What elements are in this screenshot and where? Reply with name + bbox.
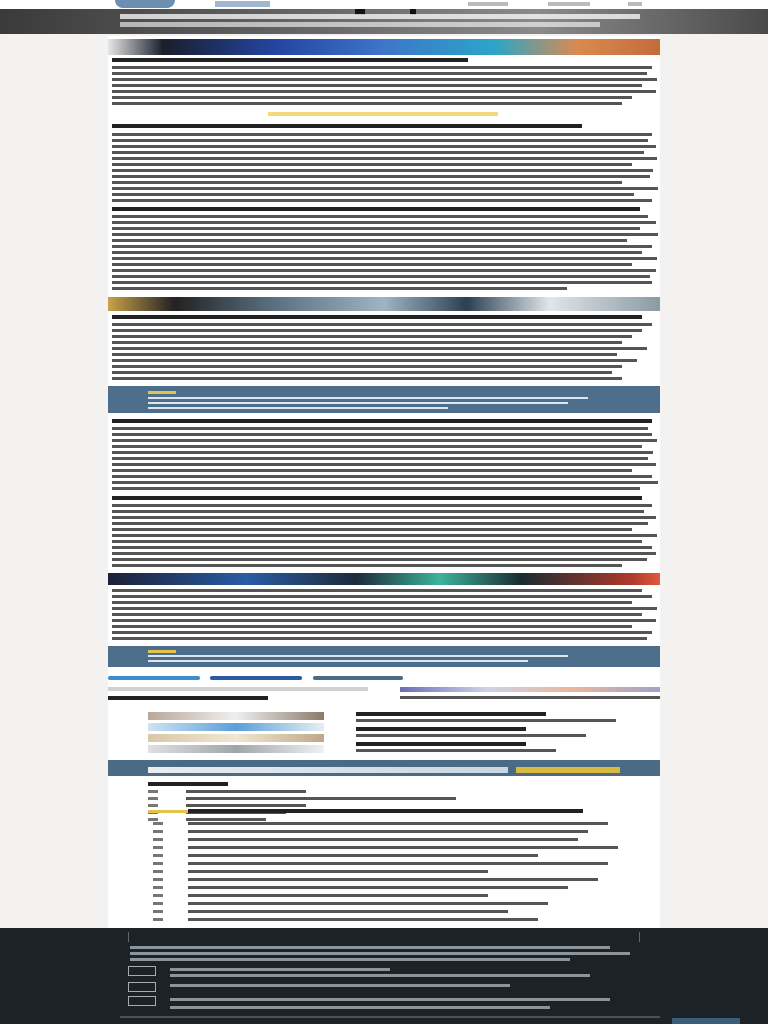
- paragraph-line: [112, 163, 632, 166]
- footer-frame: [128, 932, 640, 942]
- site-footer: [0, 928, 768, 1024]
- list-number: [153, 854, 163, 857]
- paragraph-line: [112, 227, 640, 230]
- section-3-heading: [112, 315, 642, 319]
- list-title: [188, 809, 583, 813]
- paragraph-line: [112, 193, 634, 196]
- footer-icon[interactable]: [128, 966, 156, 976]
- list-number: [153, 886, 163, 889]
- paragraph-line: [112, 102, 622, 105]
- list-bullet-icon: [148, 804, 158, 807]
- footer-divider: [120, 1016, 660, 1018]
- comment-line: [188, 838, 578, 841]
- subheading: [112, 207, 640, 211]
- paragraph-line: [112, 377, 622, 380]
- paragraph-line: [112, 445, 642, 448]
- paragraph-line: [112, 589, 642, 592]
- list-number: [153, 910, 163, 913]
- top-navigation: [0, 0, 768, 9]
- paragraph-line: [112, 151, 644, 154]
- list-number: [153, 822, 163, 825]
- comment-line: [188, 870, 488, 873]
- pull-quote-text: [148, 655, 568, 657]
- paragraph-line: [112, 257, 657, 260]
- section-3-paragraph: [112, 323, 652, 326]
- footer-line: [170, 974, 590, 977]
- paragraph-line: [112, 187, 658, 190]
- related-thumbnail-4[interactable]: [148, 745, 324, 753]
- share-button-1[interactable]: [108, 676, 200, 680]
- comment-line: [188, 918, 538, 921]
- footer-line: [170, 1006, 550, 1009]
- related-item-title[interactable]: [356, 712, 546, 716]
- paragraph-line: [112, 481, 658, 484]
- paragraph-line: [112, 522, 648, 525]
- footer-line: [170, 984, 510, 987]
- hero-subtitle: [120, 22, 600, 27]
- list-number: [153, 838, 163, 841]
- paragraph-line: [112, 347, 647, 350]
- comment-line: [188, 854, 538, 857]
- share-button-2[interactable]: [210, 676, 302, 680]
- list-item-2[interactable]: [186, 797, 456, 800]
- paragraph-line: [112, 487, 640, 490]
- newsletter-title: [148, 767, 508, 773]
- paragraph-line: [112, 78, 657, 81]
- pull-quote-text: [148, 397, 588, 399]
- list-number: [153, 870, 163, 873]
- comment-line: [188, 894, 488, 897]
- paragraph-line: [112, 275, 650, 278]
- paragraph-line: [112, 457, 648, 460]
- list-heading: [148, 782, 228, 786]
- site-logo[interactable]: [115, 0, 175, 8]
- paragraph-line: [112, 463, 656, 466]
- comment-line: [188, 902, 548, 905]
- paragraph-line: [112, 433, 652, 436]
- paragraph-line: [112, 625, 632, 628]
- paragraph-line: [112, 534, 657, 537]
- footer-icon[interactable]: [128, 982, 156, 992]
- article-hero-image: [108, 39, 660, 55]
- paragraph-line: [112, 558, 647, 561]
- list-number: [153, 846, 163, 849]
- paragraph-line: [112, 269, 656, 272]
- paragraph-line: [112, 353, 617, 356]
- paragraph-line: [112, 601, 632, 604]
- section-1-heading: [112, 58, 468, 62]
- paragraph-line: [112, 199, 652, 202]
- list-bullet-icon: [148, 818, 158, 821]
- pull-quote-1: [108, 386, 660, 413]
- related-title: [108, 696, 268, 700]
- paragraph-line: [112, 510, 644, 513]
- paragraph-line: [112, 287, 567, 290]
- nav-link-2[interactable]: [548, 2, 590, 6]
- paragraph-line: [112, 329, 642, 332]
- related-item-title[interactable]: [356, 742, 526, 746]
- list-number: [153, 902, 163, 905]
- paragraph-line: [112, 169, 653, 172]
- related-item-title[interactable]: [356, 727, 526, 731]
- paragraph-line: [112, 145, 656, 148]
- comment-line: [188, 830, 588, 833]
- related-item-text: [356, 749, 556, 752]
- paragraph-line: [112, 607, 657, 610]
- section-2-heading: [112, 124, 582, 128]
- comment-line: [188, 846, 618, 849]
- paragraph-line: [112, 564, 622, 567]
- paragraph-line: [112, 281, 652, 284]
- comment-line: [188, 910, 508, 913]
- related-item-text: [356, 719, 616, 722]
- paragraph-line: [112, 528, 632, 531]
- nav-link-1[interactable]: [468, 2, 508, 6]
- list-number: [153, 862, 163, 865]
- article-image-3: [108, 573, 660, 585]
- list-number: [153, 830, 163, 833]
- hero-title: [120, 14, 640, 19]
- related-item-text: [356, 734, 586, 737]
- paragraph-line: [112, 504, 652, 507]
- footer-line: [130, 958, 570, 961]
- paragraph-line: [112, 613, 642, 616]
- paragraph-line: [112, 439, 657, 442]
- section-4-paragraph: [112, 427, 648, 430]
- paragraph-line: [112, 181, 622, 184]
- pull-quote-line: [148, 407, 448, 409]
- paragraph-line: [112, 90, 656, 93]
- site-header: [0, 0, 768, 34]
- related-thumbnail-1[interactable]: [148, 712, 324, 720]
- pull-quote-line: [148, 402, 568, 404]
- paragraph-line: [112, 335, 632, 338]
- paragraph-line: [112, 341, 622, 344]
- section-2-paragraph: [112, 133, 652, 136]
- list-item-5[interactable]: [186, 818, 266, 821]
- related-thumbnail-3[interactable]: [148, 734, 324, 742]
- paragraph-line: [112, 251, 642, 254]
- paragraph-line: [112, 84, 642, 87]
- paragraph-line: [112, 221, 656, 224]
- quote-icon: [148, 391, 176, 394]
- footer-line: [130, 952, 630, 955]
- list-number: [153, 894, 163, 897]
- pull-quote-2: [108, 646, 660, 667]
- list-bullet-icon: [148, 797, 158, 800]
- paragraph-line: [112, 72, 647, 75]
- comment-line: [188, 878, 598, 881]
- footer-line: [170, 968, 390, 971]
- paragraph-line: [112, 215, 648, 218]
- paragraph-line: [112, 233, 658, 236]
- footer-icon[interactable]: [128, 996, 156, 1006]
- paragraph-line: [112, 469, 632, 472]
- related-banner-image: [400, 687, 660, 692]
- section-divider-caption: [268, 112, 498, 116]
- subheading: [112, 496, 642, 500]
- list-number: [153, 918, 163, 921]
- section-4-heading: [112, 419, 652, 423]
- paragraph-line: [112, 365, 622, 368]
- paragraph-line: [112, 595, 652, 598]
- comment-line: [188, 886, 568, 889]
- paragraph-line: [112, 552, 656, 555]
- paragraph-line: [112, 371, 612, 374]
- site-logo-text[interactable]: [215, 1, 270, 7]
- paragraph-line: [112, 475, 652, 478]
- footer-line: [170, 998, 610, 1001]
- comment-line: [188, 862, 608, 865]
- newsletter-banner: [108, 760, 660, 776]
- footer-text: [130, 946, 610, 949]
- paragraph-line: [112, 245, 652, 248]
- paragraph-line: [112, 263, 632, 266]
- paragraph-line: [112, 540, 642, 543]
- related-caption: [400, 696, 660, 699]
- paragraph-line: [112, 96, 632, 99]
- list-item-3[interactable]: [186, 804, 306, 807]
- share-button-3[interactable]: [313, 676, 403, 680]
- pull-quote-line: [148, 660, 528, 662]
- nav-link-3[interactable]: [628, 2, 642, 6]
- list-bullet-icon: [148, 790, 158, 793]
- paragraph-line: [112, 619, 656, 622]
- back-to-top-button[interactable]: [672, 1018, 740, 1024]
- paragraph-line: [112, 359, 637, 362]
- paragraph-line: [112, 631, 652, 634]
- paragraph-line: [112, 175, 650, 178]
- paragraph-line: [112, 451, 653, 454]
- article-image-2: [108, 297, 660, 311]
- related-articles: [108, 687, 660, 757]
- paragraph-line: [112, 516, 656, 519]
- article-content: [108, 36, 660, 928]
- list-item-1[interactable]: [186, 790, 306, 793]
- list-accent: [148, 810, 188, 813]
- related-divider: [108, 687, 368, 691]
- related-thumbnail-2[interactable]: [148, 723, 324, 731]
- paragraph-line: [112, 546, 652, 549]
- paragraph-line: [112, 157, 657, 160]
- section-1-paragraph: [112, 66, 652, 69]
- paragraph-line: [112, 637, 647, 640]
- list-number: [153, 878, 163, 881]
- quote-icon: [148, 650, 176, 653]
- newsletter-button[interactable]: [516, 767, 620, 773]
- paragraph-line: [112, 139, 648, 142]
- paragraph-line: [112, 239, 627, 242]
- comment-line: [188, 822, 608, 825]
